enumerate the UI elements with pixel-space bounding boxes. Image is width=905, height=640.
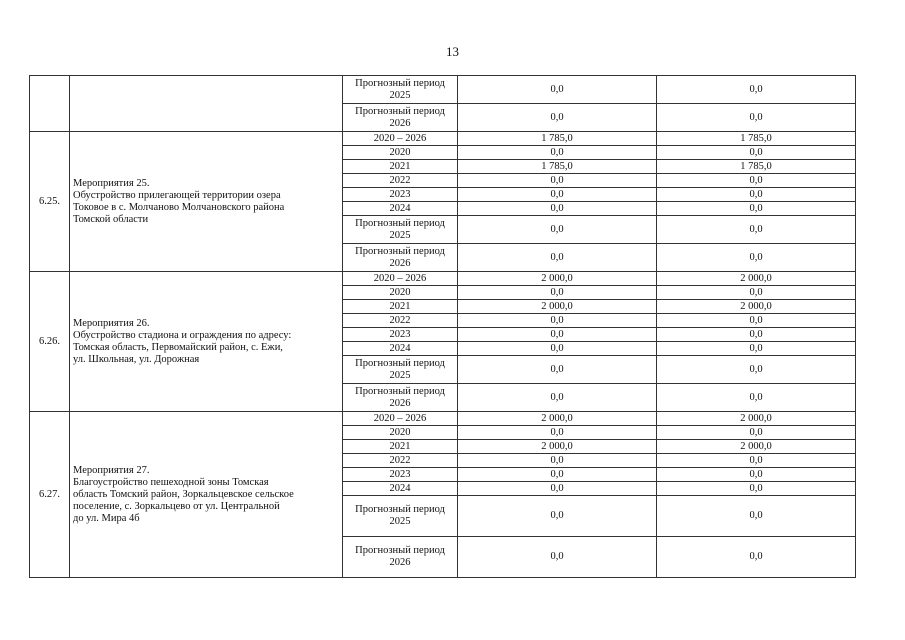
period-cell [343,104,458,132]
value-cell-1: 0,0 [458,537,657,578]
value-cell-2: 2 000,0 [657,412,856,426]
period-text: 2025 [389,229,411,241]
period-text: 2023 [389,188,411,200]
period-cell [343,188,458,202]
value-cell-2: 0,0 [657,537,856,578]
value-cell-1: 0,0 [458,356,657,384]
measure-description [70,132,343,272]
period-text: 2020 – 2026 [373,132,427,144]
description-line: ул. Школьная, ул. Дорожная [73,353,200,365]
value-cell-1: 0,0 [458,188,657,202]
period-text: 2023 [389,328,411,340]
period-cell [343,146,458,160]
period-text: Прогнозный период [355,245,445,257]
period-cell [343,537,458,578]
value-cell-2: 0,0 [657,188,856,202]
value-cell-2: 0,0 [657,342,856,356]
period-text: 2024 [389,342,411,354]
value-cell-1: 2 000,0 [458,300,657,314]
period-text: 2023 [389,468,411,480]
period-text: 2024 [389,482,411,494]
period-cell [343,328,458,342]
table-row [30,272,856,286]
value-cell-2: 0,0 [657,286,856,300]
value-cell-1: 2 000,0 [458,440,657,454]
value-cell-2: 0,0 [657,202,856,216]
value-cell-2: 0,0 [657,496,856,537]
value-cell-1: 0,0 [458,496,657,537]
page-number: 13 [446,44,459,59]
value-cell-1: 1 785,0 [458,160,657,174]
value-cell-2: 0,0 [657,426,856,440]
measure-number: 6.26. [30,272,70,412]
value-cell-2: 0,0 [657,104,856,132]
value-cell-1: 0,0 [458,454,657,468]
period-cell [343,482,458,496]
description-line: Томской области [73,213,149,225]
period-text: 2025 [389,516,411,527]
period-text: Прогнозный период [355,105,445,117]
value-cell-2: 2 000,0 [657,300,856,314]
description-cell-empty [70,76,343,132]
number-cell-empty [30,76,70,132]
period-cell [343,356,458,384]
measure-number: 6.27. [30,412,70,578]
period-cell [343,76,458,104]
value-cell-1: 0,0 [458,342,657,356]
period-text: 2020 – 2026 [373,272,427,284]
value-cell-1: 0,0 [458,104,657,132]
value-cell-2: 0,0 [657,76,856,104]
period-text: 2024 [389,202,411,214]
value-cell-1: 1 785,0 [458,132,657,146]
period-text: Прогнозный период [355,217,445,229]
value-cell-2: 0,0 [657,314,856,328]
period-cell [343,174,458,188]
value-cell-1: 0,0 [458,328,657,342]
budget-table-body [30,76,856,578]
period-text: 2026 [389,397,411,409]
period-cell [343,384,458,412]
description-line: Благоустройство пешеходной зоны Томская [73,476,269,488]
value-cell-2: 0,0 [657,328,856,342]
value-cell-1: 2 000,0 [458,412,657,426]
period-text: 2020 – 2026 [373,412,427,424]
value-cell-1: 0,0 [458,216,657,244]
period-cell [343,454,458,468]
value-cell-2: 0,0 [657,244,856,272]
value-cell-1: 0,0 [458,244,657,272]
value-cell-2: 0,0 [657,468,856,482]
value-cell-2: 0,0 [657,454,856,468]
period-text: 2020 [389,286,411,298]
description-line: Обустройство прилегающей территории озера [73,189,281,201]
table-row [30,76,856,104]
description-line: область Томский район, Зоркальцевское сельское [73,488,294,500]
period-cell [343,342,458,356]
period-cell [343,216,458,244]
period-cell [343,426,458,440]
period-text: Прогнозный период [355,545,445,556]
period-text: Прогнозный период [355,357,445,369]
table-row [30,412,856,426]
description-line: поселение, с. Зоркальцево от ул. Центральной [73,500,280,512]
period-cell [343,132,458,146]
value-cell-2: 0,0 [657,482,856,496]
value-cell-2: 0,0 [657,356,856,384]
period-text: 2026 [389,557,411,568]
value-cell-2: 2 000,0 [657,272,856,286]
period-text: 2021 [389,160,411,172]
value-cell-1: 0,0 [458,202,657,216]
description-line: Токовое в с. Молчаново Молчановского района [73,201,285,213]
period-cell [343,496,458,537]
description-line: Мероприятия 26. [73,317,150,329]
period-text: 2025 [389,89,411,101]
budget-table [29,75,856,578]
period-cell [343,468,458,482]
description-line: Томская область, Первомайский район, с. Ежи, [73,341,283,353]
description-line: Мероприятия 25. [73,177,150,189]
value-cell-2: 0,0 [657,384,856,412]
value-cell-1: 0,0 [458,286,657,300]
description-line: Обустройство стадиона и ограждения по адресу: [73,329,292,341]
period-cell [343,272,458,286]
period-cell [343,300,458,314]
period-text: 2020 [389,426,411,438]
period-text: Прогнозный период [355,385,445,397]
period-cell [343,314,458,328]
period-cell [343,244,458,272]
value-cell-1: 0,0 [458,468,657,482]
period-text: 2022 [389,174,411,186]
period-text: 2021 [389,300,411,312]
value-cell-2: 0,0 [657,216,856,244]
period-text: 2022 [389,454,411,466]
value-cell-1: 2 000,0 [458,272,657,286]
value-cell-1: 0,0 [458,146,657,160]
period-cell [343,202,458,216]
period-text: 2025 [389,369,411,381]
value-cell-1: 0,0 [458,426,657,440]
value-cell-2: 0,0 [657,146,856,160]
table-row [30,132,856,146]
description-line: до ул. Мира 4б [73,512,140,524]
period-cell [343,160,458,174]
period-text: Прогнозный период [355,77,445,89]
value-cell-1: 0,0 [458,384,657,412]
description-line: Мероприятия 27. [73,464,150,476]
measure-description [70,272,343,412]
period-text: 2026 [389,257,411,269]
period-text: Прогнозный период [355,504,445,515]
period-cell [343,286,458,300]
value-cell-1: 0,0 [458,174,657,188]
value-cell-2: 2 000,0 [657,440,856,454]
period-cell [343,412,458,426]
measure-number: 6.25. [30,132,70,272]
period-text: 2026 [389,117,411,129]
value-cell-1: 0,0 [458,314,657,328]
value-cell-2: 1 785,0 [657,160,856,174]
value-cell-2: 0,0 [657,174,856,188]
value-cell-1: 0,0 [458,76,657,104]
period-text: 2020 [389,146,411,158]
period-text: 2022 [389,314,411,326]
value-cell-2: 1 785,0 [657,132,856,146]
measure-description [70,412,343,578]
period-cell [343,440,458,454]
period-text: 2021 [389,440,411,452]
value-cell-1: 0,0 [458,482,657,496]
